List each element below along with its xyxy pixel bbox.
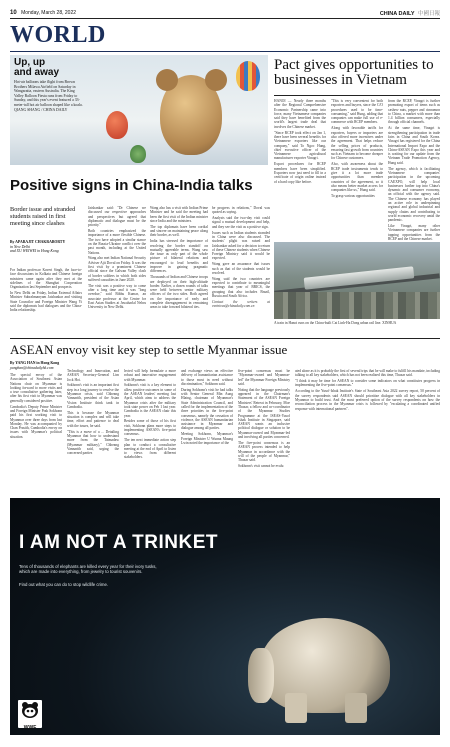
- asean-paragraph: The ten next immediate action step plan to conduct a consultative meeting at the end of April to listen to views from different stakeholders.: [124, 438, 176, 460]
- china-india-paragraph: In New Delhi on Friday, Indian External Affairs Minister Subrahmanyam Jaishankar and visiting State Councilor and Foreign Minister Wang Yi said the diplomats had dialogues and the China-India relationship.: [10, 291, 82, 313]
- asean-byline-author: By YANG HAN in Hong Kong: [10, 361, 60, 365]
- china-india-column-2: [88, 206, 146, 311]
- asean-paragraph: Meeting Sokhonn, Myanmar's Foreign Minister U Wunna Maung Lwin noted the importance of the: [181, 432, 233, 445]
- asean-paragraph: lected will help formulate a more robust and innovative engagement with Myanmar.: [124, 369, 176, 382]
- vietnam-paragraph: Like Vinagri, many other Vietnamese companies are further tapping opportunities from the RCEP and the Chinese market.: [388, 224, 440, 241]
- page-date: Monday, March 28, 2022: [21, 10, 77, 16]
- ad-body-line-2: which are made into everything, from jewelry to tourist souvenirs.: [19, 569, 143, 575]
- publication-name-cn: 中國日報: [417, 11, 440, 17]
- china-india-subhead: Border issue and stranded students raised in first meeting since clashes: [10, 206, 76, 227]
- asean-paragraph: According to the Yusof-Ishak Institute's State of Southeast Asia 2022 survey report, 50 percent of the survey respondents said ASEAN should prioritize dialogue with all key stakeholders in Myanmar to build trust. And the most preferred option of the survey respondents on how the reconciliation process in the Myanmar crisis is followed by "escalating a coordinated unified response with international partners".: [295, 389, 440, 411]
- asean-paragraph: The five-point consensus is an ASEAN process intended to help Myanmar in accordance with the will of the people of Myanmar," Thuzar said.: [238, 440, 290, 463]
- asean-paragraph: ated alone as it is probably the first of several trips that he will make to fulfill his mandate, including talking to all key stakeholders, which has not been realized this time, Thuzar said.: [295, 369, 440, 378]
- asean-paragraph: Sokhonn's visit is an important first step in a long journey to resolve the Myanmar crisis, said Chheang Vannarith, president of the Asian Vision Institute think tank in Cambodia.: [67, 383, 119, 409]
- hanoi-train-photo: [274, 242, 440, 319]
- elephant-leg-shape: [345, 693, 367, 723]
- asean-paragraph: five-point consensus must be "Myanmar-owned and Myanmar-led" the Myanmar Foreign Ministry said.: [238, 369, 290, 386]
- asean-paragraph: Noting that the language previously appeared in the Chairman's Statement of the ASEAN Foreign Ministers' Retreat in February, Moe Thuzar, a fellow and co-coordinator of the Myanmar Studies Programme at the ISEAS-Yusof Ishak Institute in Singapore, said ASEAN wants an inclusive political dialogue or solution to be Myanmar-owned and Myanmar-led and involving all parties concerned.: [238, 387, 290, 440]
- china-india-paragraph: The visit was a positive way to come after a long time and it was "long overdue," said Bibhu Kumar, an associate professor at the Centre for East Asian Studies at Jawaharlal Nehru University in New Delhi.: [88, 283, 146, 310]
- asean-paragraph: Sokhonn's visit is a key element to allow positive outcomes in some of the ASEAN leaders' meeting last April, which aims to address the Myanmar crisis after the military took state power on Feb 1 last year. Cambodia is the ASEAN chair this year.: [124, 383, 176, 418]
- asean-byline-email: yanghan@chinadailyhk.com: [10, 365, 54, 370]
- china-india-paragraph: Wang said the two countries are expected to contribute to meaningful meetings that year of BRICS, the grouping that also includes Brazil, Russia and South Africa.: [212, 276, 270, 299]
- vietnam-column-2: [331, 99, 383, 200]
- section-title: WORLD: [10, 22, 106, 48]
- vietnam-paragraph: "Since RCEP took effect on Jan 1, there have been several benefits for Vietnamese exporters like our company," said To Ngoc Hung, chief executive officer of the Vietnamese agricultural manufacturer exporter Vinagri.: [274, 130, 326, 161]
- asean-paragraph: Besides some of those of his first visit, Sokhonn plans more steps to implementing ASEAN's five-point consensus.: [124, 419, 176, 437]
- asean-top-rule: [10, 338, 440, 339]
- asean-paragraph: Cambodia's Deputy Prime Minister and Foreign Minister Prak Sokhonn paid his first working visit to Myanmar over three days from last Monday. He was accompanied by Chan Prasith, Cambodia's envoy on issues with Myanmar's political situation.: [10, 404, 62, 439]
- wwf-logo-text: WWF: [23, 725, 37, 731]
- china-india-paragraph: Analysts said the two-day visit could signal a mutual development and help, and they see the visit as a positive sign.: [212, 216, 270, 229]
- byline-location: in New Delhi: [10, 244, 31, 249]
- asean-paragraph: Technology and Innovation, and ASEAN Secretary-General Lim Jock Hoi.: [67, 369, 119, 382]
- asean-paragraph: The special envoy of the Association of Southeast Asian Nations chair on Myanmar is looking forward to more visits and a true consultative gathering later, after his first visit to Myanmar was generally considered positive.: [10, 373, 62, 403]
- publication-name: CHINA DAILY: [379, 11, 415, 17]
- elephant-trunk-shape: [248, 648, 274, 703]
- asean-paragraph: "This is a move of a ... Detailing Myanmar that how to understand more from the Tatmadaw (Myanmar military)," Chheang Vannarith said, urging the concerned parties: [67, 429, 119, 456]
- china-india-byline: [10, 240, 82, 254]
- koala-ear-right-shape: [205, 69, 227, 91]
- byline-author-2: and XU WEIWEI in Hong Kong: [10, 249, 59, 254]
- vietnam-paragraph: Also, with awareness about the RCEP trade instruments tends to give it a lot more trade opportunities than member countries of the agreement, so it also means better market access for companies like us," Hung said.: [331, 162, 383, 193]
- balloon-red-shape: [106, 111, 128, 139]
- china-india-paragraph: Thousands of Indian and Chinese troops are deployed on their high-altitude border. Earlier, a dozen rounds of talks were held between senior military officers of the two sides. Both agreed on the importance of early and complete disengagement in remaining areas to take forward bilateral ties.: [150, 275, 208, 310]
- photo-feature-title-line1: Up, up: [14, 57, 46, 68]
- asean-paragraph: This is because the Myanmar situation is complex and will take time, effort and patience to deal with the issues, he said.: [67, 410, 119, 428]
- china-india-paragraph: India has stressed the importance of resolving the border standoff on mutually agreeable terms. Wang saw the issue as only part of the whole picture of bilateral relations and encouraged to lead benefits and improve in gaining pragmatic differences.: [150, 239, 208, 274]
- asean-paragraph: During Sokhonn's visit he had talks with Senior General Min Aung Hlaing, chairman of Myanmar's State Administration Council, and called for the implementation of the three priorities in the five-point consensus, namely the cessation of violence, the ASEAN humanitarian assistance in Myanmar and dialogue among all parties.: [181, 387, 233, 431]
- page-header-left: [10, 10, 76, 16]
- china-india-paragraph: For Indian professor Kaveri Singh, the face-to-face discussions in Kolkata and Chinese foreign ministers came again after they met at the sidelines of the Shanghai Cooperation Organization last September and prospects.: [10, 268, 82, 290]
- photo-feature-title: [14, 58, 59, 78]
- section-rule: [10, 51, 440, 52]
- asean-byline: [10, 361, 62, 370]
- page-number: 10: [10, 10, 17, 16]
- vietnam-paragraph: Export procedures for RCEP members have been simplified. Exporters now just need to fill in a certificate of origin online instead of a hard copy like before.: [274, 162, 326, 184]
- byline-author-1: By APARAJIT CHAKRABORTY: [10, 240, 66, 244]
- china-india-paragraph: Wang also has a visit with Indian Prime Minister and he said the meeting had been the first visit of the Indian minister since India and the ministers.: [150, 206, 208, 223]
- asean-column-4: [181, 369, 233, 447]
- china-india-paragraph: Wang also met Indian National Security Adviser Ajit Doval on Friday. It was the first visit by a prominent Chinese official since the Galwan Valley clash of border soldiers in which both sides suffered casualties in June 2020.: [88, 256, 146, 282]
- china-india-paragraph: The top diplomats have been cordial and sincere on maintaining peace along their border, as well.: [150, 224, 208, 238]
- ad-call-to-action: Find out what you can do to stop wildlife crime.: [19, 582, 109, 587]
- asean-column-5: [238, 369, 290, 470]
- vietnam-paragraph: from the RCEP, Vinagri is further promoting export of items such as cashew nuts, pepper and cinnamon to China, a market with more than 1.4 billion consumers, especially through official channels.: [388, 99, 440, 125]
- ad-body-line-1: Tens of thousands of elephants are killed every year for their ivory tusks,: [19, 564, 157, 569]
- koala-ear-left-shape: [156, 69, 178, 91]
- china-india-column-1: [10, 268, 82, 314]
- header-rule: [10, 18, 440, 19]
- vietnam-column-1: [274, 99, 326, 185]
- asean-paragraph: and exchange views on effective delivery of humanitarian assistance to those most in need without discrimination," Sokhonn said.: [181, 369, 233, 386]
- china-india-column-4: [212, 206, 270, 310]
- balloon-photo: [10, 55, 268, 165]
- elephant-figurine-shape: [260, 618, 390, 713]
- china-india-paragraph: Both countries emphasized the importance of a more flexible Chinese. The two have adopted a similar stance on the Russia-Ukraine conflict over the past month, including at the United Nations.: [88, 229, 146, 255]
- elephant-leg-shape: [285, 693, 307, 723]
- china-india-paragraph: Jaishankar said: "Dr Chinese we discussed our respective approaches and perspectives but agreed that diplomatic and dialogue must be the priority.": [88, 206, 146, 228]
- vietnam-paragraph: HANOI — Nearly three months after the Regional Comprehensive Economic Partnership came into force, many Vietnamese companies said they have benefited from the world's largest trade deal that involves the Chinese market.: [274, 99, 326, 129]
- page-header-right: [380, 9, 440, 17]
- wwf-advertisement: [10, 498, 440, 735]
- vietnam-headline: Pact gives opportunities to businesses in Vietnam: [274, 57, 434, 88]
- asean-paragraph: Sokhonn's visit cannot be evalu: [238, 464, 284, 469]
- asean-column-6: [295, 369, 440, 412]
- vietnam-paragraph: At the same time, Vinagri is strengthening participation in trade fairs in China and South Korea. Vinagri has registered for the China International Import Expo and the China-ASEAN Expo this year and is waiting for our update from the Vietnam Trade Promotion Agency, Hung said.: [388, 126, 440, 165]
- china-india-paragraph: be progress in relations," Doval was quoted as saying.: [212, 206, 270, 215]
- contact-line: Contact the writers at vsrinivas@chinadaily.com.cn: [212, 299, 270, 309]
- asean-paragraph: "I think it may be time for ASEAN to consider some indicators on what constitutes progress in implementing the five-point consensus.": [295, 379, 440, 388]
- china-india-headline: Positive signs in China-India talks: [10, 177, 253, 194]
- balloon-green-shape: [130, 145, 146, 163]
- china-india-paragraph: Issues such as Indian students stranded in China were also discussed. The students' plight was raised and Jaishankar asked for a decision to return of these Chinese students when Chinese Foreign Ministry said it would be expected.: [212, 230, 270, 261]
- photo-feature-title-line2: and away: [14, 67, 60, 78]
- vietnam-headline-rule: [274, 95, 440, 96]
- china-india-paragraph: Wang gave an assurance that issues such as that of the students would be resolved.: [212, 262, 270, 275]
- balloon-striped-shape: [236, 61, 260, 91]
- photo-feature-caption: Hot-air balloons take flight from Brown Brothers Milawa Airfield on Saturday in Wangaratta, eastern Australia. The King Valley Balloon Fiesta runs from Friday to Sunday, and this year's event featured a 33-meter-tall hot air balloon shaped like a koala. QIANG SHANG / CHINA DAILY: [14, 80, 83, 112]
- vietnam-paragraph: The agency, which is facilitating Vietnamese companies' participation in the upcoming CAEXPO, will help local businesses further tap into China's dynamic and consumer economy, an official with the agency said. The Chinese economy has played an active role in underpinning regional and global industrial and supply chains and contributing to world economic recovery amid the pandemic.: [388, 166, 440, 223]
- city-buildings-shape: [274, 292, 440, 319]
- vietnam-paragraph: To grasp various opportunities: [331, 194, 375, 199]
- ad-body-text: [19, 564, 239, 575]
- wwf-logo: [18, 700, 42, 731]
- asean-column-2: [67, 369, 119, 457]
- vietnam-paragraph: Along with favorable tariffs for exporters, buyers or importers are also offered more incentives under the agreement. That helps reduce the selling prices of products, ensuring fast growth from countries such as Vietnam to become cheaper for Chinese customers.: [331, 126, 383, 161]
- asean-headline: ASEAN envoy visit key step to settle Myanmar issue: [10, 342, 288, 357]
- china-india-column-3: [150, 206, 208, 311]
- ad-headline: I AM NOT A TRINKET: [19, 532, 218, 553]
- asean-column-3: [124, 369, 176, 461]
- vietnam-paragraph: "This is very convenient for both exporters and buyers, since the C/O procedures used to be time-consuming," said Hung, adding that companies can make full use of e-commerce with RCEP members.: [331, 99, 383, 125]
- panda-logo-icon: [18, 700, 42, 720]
- photo-caption: A train in Hanoi runs on the China-built Cat Linh-Ha Dong urban rail line. XINHUA: [274, 321, 397, 325]
- asean-column-1: [10, 373, 62, 441]
